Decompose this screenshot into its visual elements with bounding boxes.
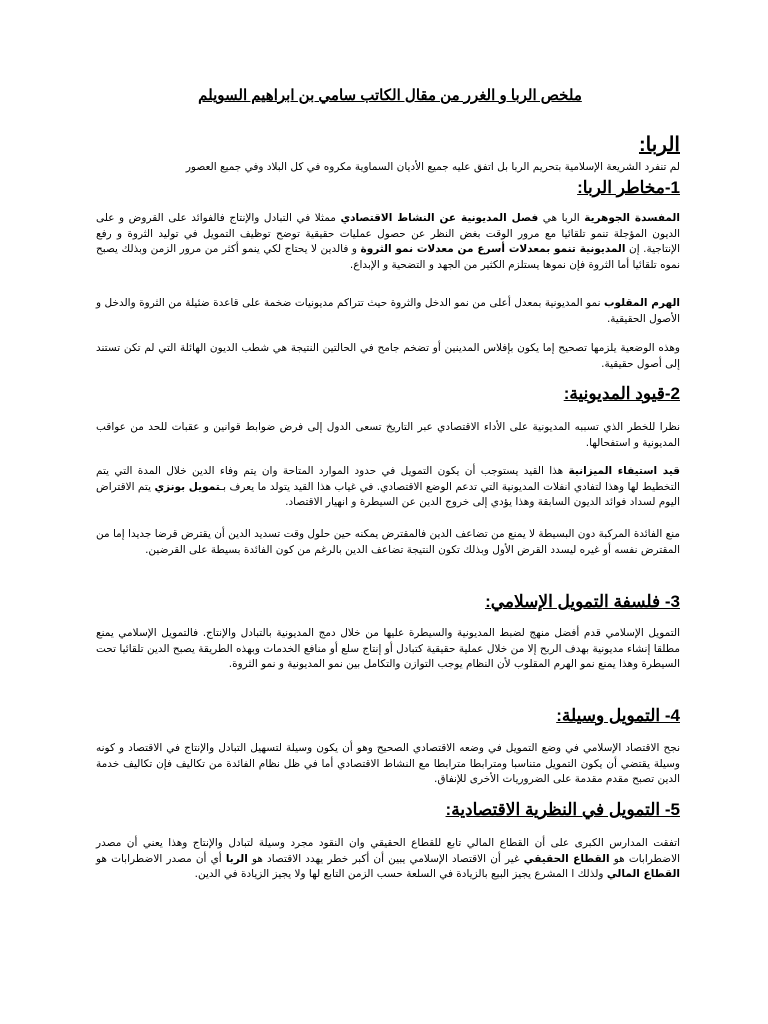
section-heading-1: 1-مخاطر الربا: — [577, 178, 680, 197]
text-run: الربا هي — [538, 212, 585, 224]
section-2-paragraph-2 — [96, 464, 680, 511]
section-4-paragraph-1 — [96, 741, 680, 788]
text-run: نظرا للخطر الذي تسببه المديونية على الأداء الاقتصادي عبر التاريخ تسعى الدول إلى فرض ضوابط قوانين و عقبات للحد من عواقب المديونية و استفحالها. — [96, 421, 680, 449]
main-heading: الربا: — [638, 134, 680, 156]
text-run: التمويل الإسلامي قدم أفضل منهج لضبط المديونية والسيطرة عليها من خلال دمج المديونية بالتبادل والإنتاج. فالتمويل الإسلامي يمنع مطلقا إنشاء مديونية بهدف الربح إلا من خلال عملية حقيقية كتبادل أو إنتاج سلع أو منافع الخدمات وبهذه الطريقة يصبح الدين تلقائيا تحت السيطرة وهذا يمنع نمو الهرم المقلوب لأن النظام يوجب التوازن والتكامل بين نمو المديونية و نمو الثروة. — [96, 627, 680, 670]
bold-term: المفسدة الجوهرية — [584, 212, 680, 224]
bold-term: الربا — [225, 852, 248, 865]
text-run: نجح الاقتصاد الإسلامي في وضع التمويل في وضعه الاقتصادي الصحيح وهو أن يكون وسيلة لتسهيل التبادل والإنتاج في الاقتصاد و كونه وسيلة يقتضي أن يكون التمويل متناسبا ومترابطا مترابطا مع النشاط الاقتصادي أما في ظل نظام الفائدة من تكاليف فإن تكاليف خدمة الدين تصبح مقدم مقدمة على الضروريات الأخرى للإنفاق. — [96, 742, 680, 785]
section-1-paragraph-3 — [96, 341, 680, 372]
section-2-paragraph-1 — [96, 420, 680, 451]
intro-paragraph: لم تنفرد الشريعة الإسلامية بتحريم الربا بل اتفق عليه جميع الأديان السماوية مكروه في كل البلاد وفي جميع العصور — [185, 161, 680, 173]
document-title: ملخص الربا و الغرر من مقال الكاتب سامي بن ابراهيم السويلم — [198, 87, 582, 104]
text-run: ممثلا في التبادل والإنتاج فالفوائد على القروض و على الديون المؤجلة تنمو تلقائيا مع مرور الوقت بغض النظر عن حصول عمليات حقيقية توضح توظيف التمويل في توليد الثروة و رفع الإنتاجية. إن — [96, 212, 680, 255]
text-run: منع الفائدة المركبة دون البسيطة لا يمنع من تضاعف الدين فالمقترض يمكنه حين حلول وقت تسديد الدين أن يقترض قرضا جديدا إما من المقترض نفسه أو غيره ليسدد القرض الأول وبذلك تكون النتيجة تضاعف الدين بالرغم من كون الفائدة بسيطة على القرضين. — [96, 528, 680, 556]
text-run: أي أن مصدر الاضطرابات هو — [96, 852, 226, 865]
bold-term: القطاع المالي — [606, 868, 680, 880]
text-run: يتم الاقتراض اليوم لسداد فوائد الديون السابقة وهذا يؤدي إلى خروج الدين عن السيطرة و انهيار الاقتصاد. — [96, 480, 680, 508]
section-3-paragraph-1 — [96, 626, 680, 673]
text-run: وهذه الوضعية يلزمها تصحيح إما يكون بإفلاس المدينين أو تضخم جامح في الحالتين النتيجة هي شطب الديون الهائلة التي لم تكن تستند إلى أصول حقيقية. — [96, 342, 680, 370]
text-run: اتفقت المدارس الكبرى على أن القطاع المالي تابع للقطاع الحقيقي وان النقود مجرد وسيلة لتبادل والإنتاج وهذا يعني أن مصدر الاضطرابات هو — [96, 837, 680, 865]
text-run: غير أن الاقتصاد الإسلامي يبين أن أكبر خطر يهدد الاقتصاد هو — [247, 852, 524, 865]
section-2-paragraph-3 — [96, 527, 680, 558]
section-heading-3: 3- فلسفة التمويل الإسلامي: — [485, 592, 680, 611]
section-heading-4: 4- التمويل وسيلة: — [556, 706, 680, 725]
text-run: هذا القيد يستوجب أن يكون التمويل في حدود الموارد المتاحة وان يتم وفاء الدين خلال المدة التي يتم التخطيط لها وهذا لتفادي انفلات المديونية التي تدعم الوضع الاقتصادي. في غياب هذا القيد يتولد ما يعرف بـ — [96, 465, 680, 493]
text-run: و فالدين لا يحتاج لكي ينمو أكثر من مرور الزمن وبذلك يصبح نموه تلقائيا أما الثروة فإن نموها يستلزم الكثير من الجهد و التضحية و الإبداع. — [96, 243, 680, 271]
section-heading-5: 5- التمويل في النظرية الاقتصادية: — [445, 800, 680, 819]
bold-term: المديونية تنمو بمعدلات أسرع من معدلات نمو الثروة — [360, 243, 626, 255]
bold-term: الهرم المقلوب — [603, 297, 680, 309]
bold-term: قيد استيفاء الميزانية — [568, 465, 680, 477]
bold-term: تمويل بونزي — [154, 480, 221, 493]
section-5-paragraph-1 — [96, 836, 680, 883]
section-heading-2: 2-قيود المديونية: — [563, 384, 680, 403]
section-1-paragraph-1 — [96, 211, 680, 273]
bold-term: فصل المديونية عن النشاط الاقتصادي — [340, 212, 539, 224]
bold-term: القطاع الحقيقي — [523, 852, 610, 865]
text-run: ولذلك ا المشرع يجيز البيع بالزيادة في السلعة حسب الزمن التابع لها ولا يجيز الزيادة في الدين. — [194, 868, 607, 880]
text-run: نمو المديونية بمعدل أعلى من نمو الدخل والثروة حيث تتراكم مديونيات ضخمة على قاعدة ضئيلة من الثروة والدخل و الأصول الحقيقية. — [96, 297, 680, 325]
section-1-paragraph-2 — [96, 296, 680, 327]
